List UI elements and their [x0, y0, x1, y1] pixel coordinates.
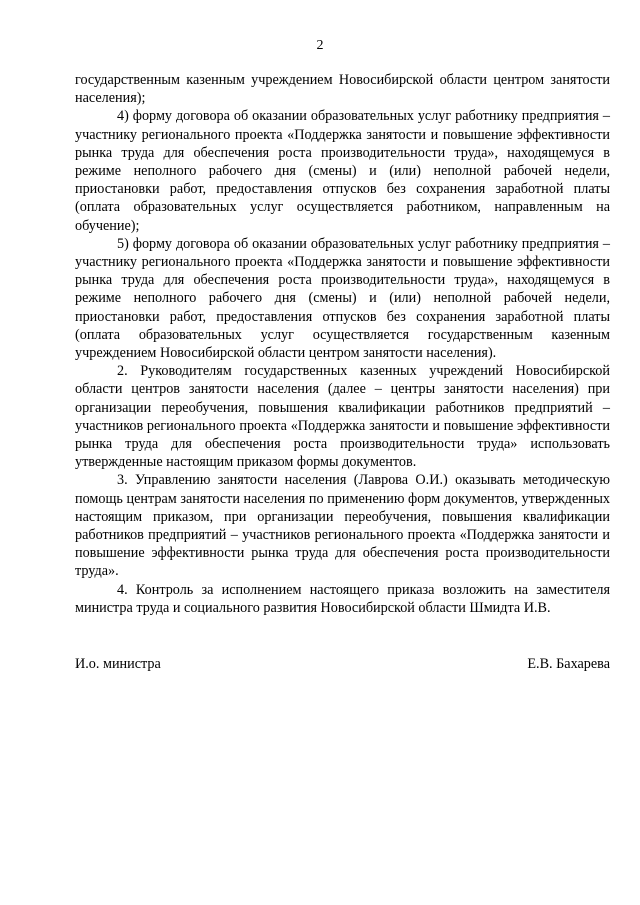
paragraph-clause-2: 2. Руководителям государственных казенных учреждений Новосибирской области центров занятости населения (далее – центры занятости населения) при организации переобучения, повышения квалификации работников предприятий – участников регионального проекта «Поддержка занятости и повышение эффективности рынка труда для обеспечения роста производительности труда» использовать утвержденные настоящим приказом формы документов. [75, 363, 610, 471]
paragraph-item-4: 4) форму договора об оказании образовательных услуг работнику предприятия – участнику регионального проекта «Поддержка занятости и повышение эффективности рынка труда для обеспечения роста производительности труда», находящемуся в режиме неполного рабочего дня (смены) и (или) неполной рабочей недели, приостановки работ, предоставления отпусков без сохранения заработной платы (оплата образовательных услуг осуществляется работником, направленным на обучение); [75, 108, 610, 234]
paragraph-clause-4: 4. Контроль за исполнением настоящего приказа возложить на заместителя министра труда и социального развития Новосибирской области Шмидта И.В. [75, 581, 610, 616]
paragraph-item-5: 5) форму договора об оказании образовательных услуг работнику предприятия – участнику регионального проекта «Поддержка занятости и повышение эффективности рынка труда для обеспечения роста производительности труда», находящемуся в режиме неполного рабочего дня (смены) и (или) неполной рабочей недели, приостановки работ, предоставления отпусков без сохранения заработной платы (оплата образовательных услуг осуществляется государственным казенным учреждением Новосибирской области центром занятости населения). [75, 235, 610, 362]
signatory-name: Е.В. Бахарева [527, 656, 610, 672]
page-number: 2 [316, 38, 324, 53]
paragraph-clause-3: 3. Управлению занятости населения (Лаврова О.И.) оказывать методическую помощь центрам занятости населения по применению форм документов, утвержденных настоящим приказом, при организации переобучения, повышения квалификации работников предприятий – участников регионального проекта «Поддержка занятости и повышение эффективности рынка труда для обеспечения роста производительности труда». [75, 472, 610, 580]
signatory-position: И.о. министра [75, 656, 161, 672]
signature-block [75, 655, 610, 673]
paragraph-continuation: государственным казенным учреждением Новосибирской области центром занятости населения); [75, 72, 610, 107]
document-body [75, 71, 610, 617]
